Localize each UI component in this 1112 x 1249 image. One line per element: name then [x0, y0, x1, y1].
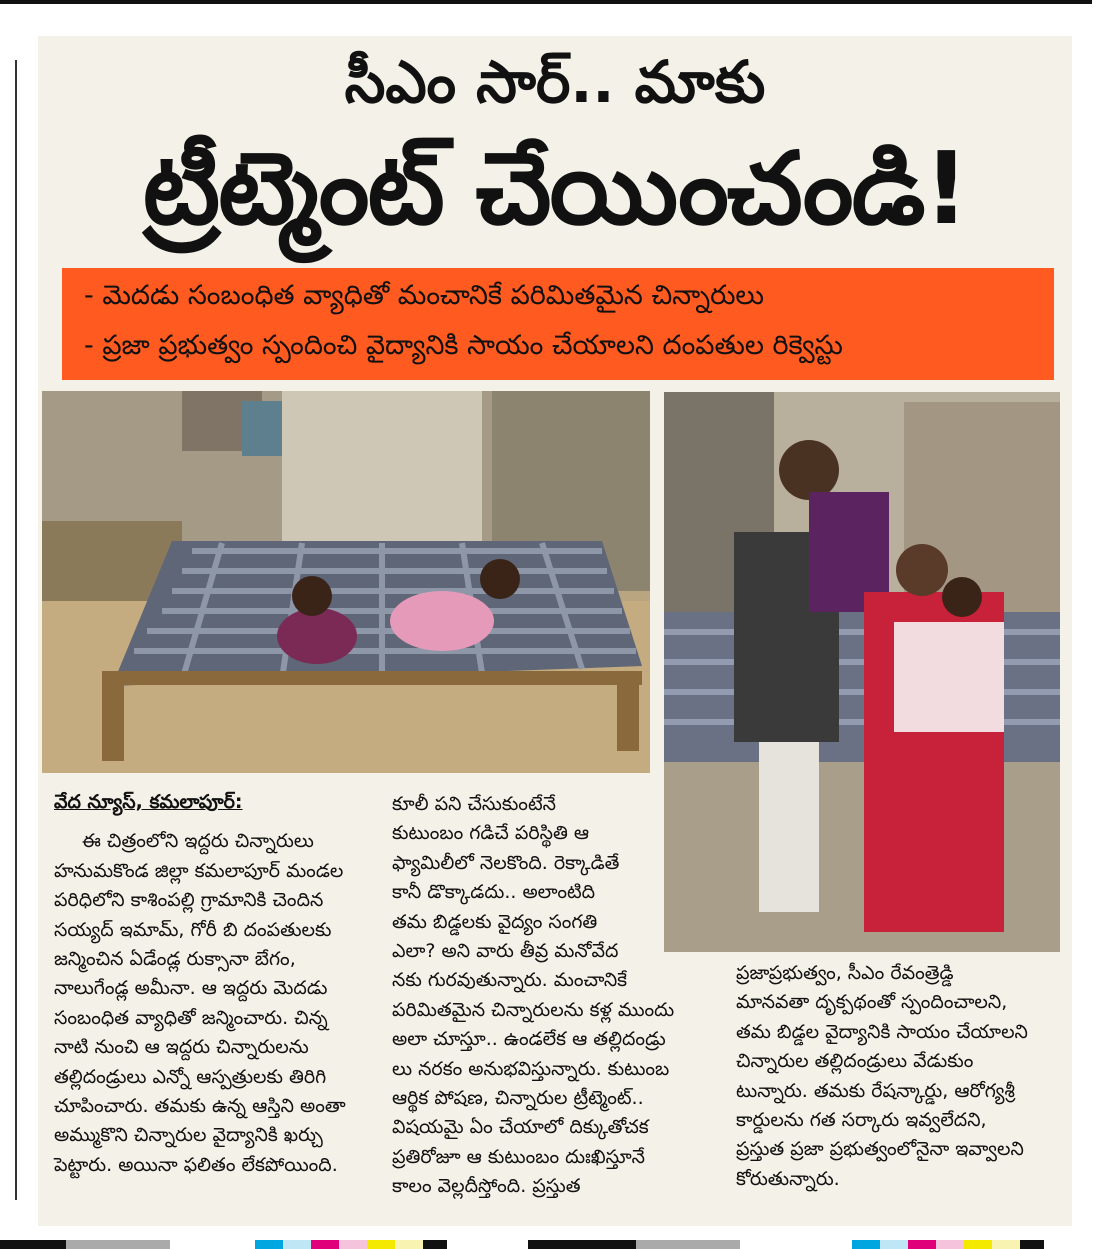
body-line: చూపించారు. తమకు ఉన్న ఆస్తిని అంతా [54, 1095, 346, 1118]
color-swatch [880, 1240, 908, 1249]
body-line: ఫ్యామిలీలో నెలకొంది. రెక్కాడితే [392, 851, 620, 874]
body-line: లు నరకం అనుభవిస్తున్నారు. కుటుంబ [392, 1057, 670, 1080]
body-line: కుటుంబం గడిచే పరిస్థితి ఆ [392, 822, 590, 845]
body-column-2 [392, 790, 674, 1202]
color-swatch [964, 1240, 992, 1249]
body-line: తల్లిదండ్రులు ఎన్నో ఆస్పత్రులకు తిరిగి [54, 1065, 327, 1088]
photo-family-image [664, 392, 1060, 952]
body-line: ఎలా? అని వారు తీవ్ర మనోవేద [392, 940, 619, 963]
body-line: పరిధిలోని కాశింపల్లి గ్రామానికి చెందిన [54, 889, 324, 912]
body-line: హనుమకొండ జిల్లా కమలాపూర్ మండల [54, 859, 344, 882]
body-line: సయ్యద్ ఇమామ్, గోరీ బి దంపతులకు [54, 918, 332, 941]
color-swatch [283, 1240, 311, 1249]
body-line: నాటి నుంచి ఆ ఇద్దరు చిన్నారులను [54, 1036, 309, 1059]
headline-main: ట్రీట్మెంట్ చేయించండి! [142, 130, 968, 247]
subheadline-2: - ప్రజా ప్రభుత్వం స్పందించి వైద్యానికి సాయం చేయాలని దంపతుల రిక్వెస్టు [84, 330, 843, 361]
headline-kicker: సీఎం సార్.. మాకు [344, 48, 766, 116]
body-line: నకు గురవుతున్నారు. మంచానికే [392, 969, 628, 992]
color-swatch [367, 1240, 395, 1249]
color-swatch [255, 1240, 283, 1249]
dateline: వేద న్యూస్, కమలాపూర్: [54, 791, 243, 813]
body-line: మానవతా దృక్పథంతో స్పందించాలని, [736, 991, 1008, 1014]
color-swatch [395, 1240, 423, 1249]
color-swatch [852, 1240, 880, 1249]
color-swatch [1020, 1240, 1044, 1249]
color-swatch [936, 1240, 964, 1249]
body-line: టున్నారు. తమకు రేషన్కార్డు, ఆరోగ్యశ్రీ [736, 1079, 1015, 1102]
body-line: సంబంధిత వ్యాధితో జన్మించారు. చిన్న [54, 1006, 328, 1029]
body-line: పెట్టారు. అయినా ఫలితం లేకపోయింది. [54, 1153, 338, 1176]
subheadline-box [62, 268, 1054, 380]
body-line: ఈ చిత్రంలోని ఇద్దరు చిన్నారులు [82, 830, 314, 853]
body-line: పరిమితమైన చిన్నారులను కళ్ల ముందు [392, 998, 675, 1021]
body-line: విషయమై ఏం చేయాలో దిక్కుతోచక [392, 1116, 649, 1139]
body-line: తమ బిడ్డల వైద్యానికి సాయం చేయాలని [736, 1020, 1028, 1043]
body-line: చిన్నారుల తల్లిదండ్రులు వేడుకుం [736, 1050, 974, 1073]
color-swatch [66, 1240, 170, 1249]
body-line: ఆర్థిక పోషణ, చిన్నారుల ట్రీట్మెంట్.. [392, 1087, 644, 1110]
left-rule [15, 60, 17, 1200]
color-swatch [311, 1240, 339, 1249]
body-line: జన్మించిన ఏడేండ్ల రుక్సానా బేగం, [54, 948, 296, 971]
body-line: కార్డులను గత సర్కారు ఇవ్వలేదని, [736, 1109, 987, 1132]
body-line: ప్రతిరోజూ ఆ కుటుంబం దుఃఖిస్తూనే [392, 1145, 645, 1168]
body-column-1 [54, 788, 346, 1180]
color-swatch [339, 1240, 367, 1249]
body-line: తమ బిడ్డలకు వైద్యం సంగతి [392, 910, 598, 933]
body-line: ప్రజాప్రభుత్వం, సీఎం రేవంత్రెడ్డి [736, 962, 954, 984]
body-line: కూలీ పని చేసుకుంటేనే [392, 793, 556, 815]
color-swatch [528, 1240, 636, 1249]
top-rule [0, 0, 1092, 4]
body-column-3 [736, 959, 1028, 1194]
body-line: కాలం వెల్లదీస్తోంది. ప్రస్తుత [392, 1175, 581, 1198]
photo-girls-on-cot [42, 391, 650, 773]
color-swatch [423, 1240, 447, 1249]
body-line: అమ్ముకొని చిన్నారుల వైద్యానికి ఖర్చు [54, 1124, 323, 1147]
body-line: అలా చూస్తూ.. ఉండలేక ఆ తల్లిదండ్రు [392, 1028, 666, 1051]
color-swatch [992, 1240, 1020, 1249]
photo-girls-on-cot-image [42, 391, 650, 773]
body-line: ప్రస్తుత ప్రజా ప్రభుత్వంలోనైనా ఇవ్వాలని [736, 1138, 1024, 1161]
body-line: కానీ డొక్కాడదు.. అలాంటిది [392, 881, 596, 904]
color-swatch [636, 1240, 740, 1249]
article-panel [38, 36, 1072, 1226]
body-line: కోరుతున్నారు. [736, 1167, 840, 1190]
color-swatch [908, 1240, 936, 1249]
photo-family [664, 392, 1060, 952]
subheadline-1: - మెదడు సంబంధిత వ్యాధితో మంచానికే పరిమితమైన చిన్నారులు [84, 280, 764, 311]
body-line: నాలుగేండ్ల అమీనా. ఆ ఇద్దరు మెదడు [54, 977, 328, 1000]
color-swatch [0, 1240, 66, 1249]
